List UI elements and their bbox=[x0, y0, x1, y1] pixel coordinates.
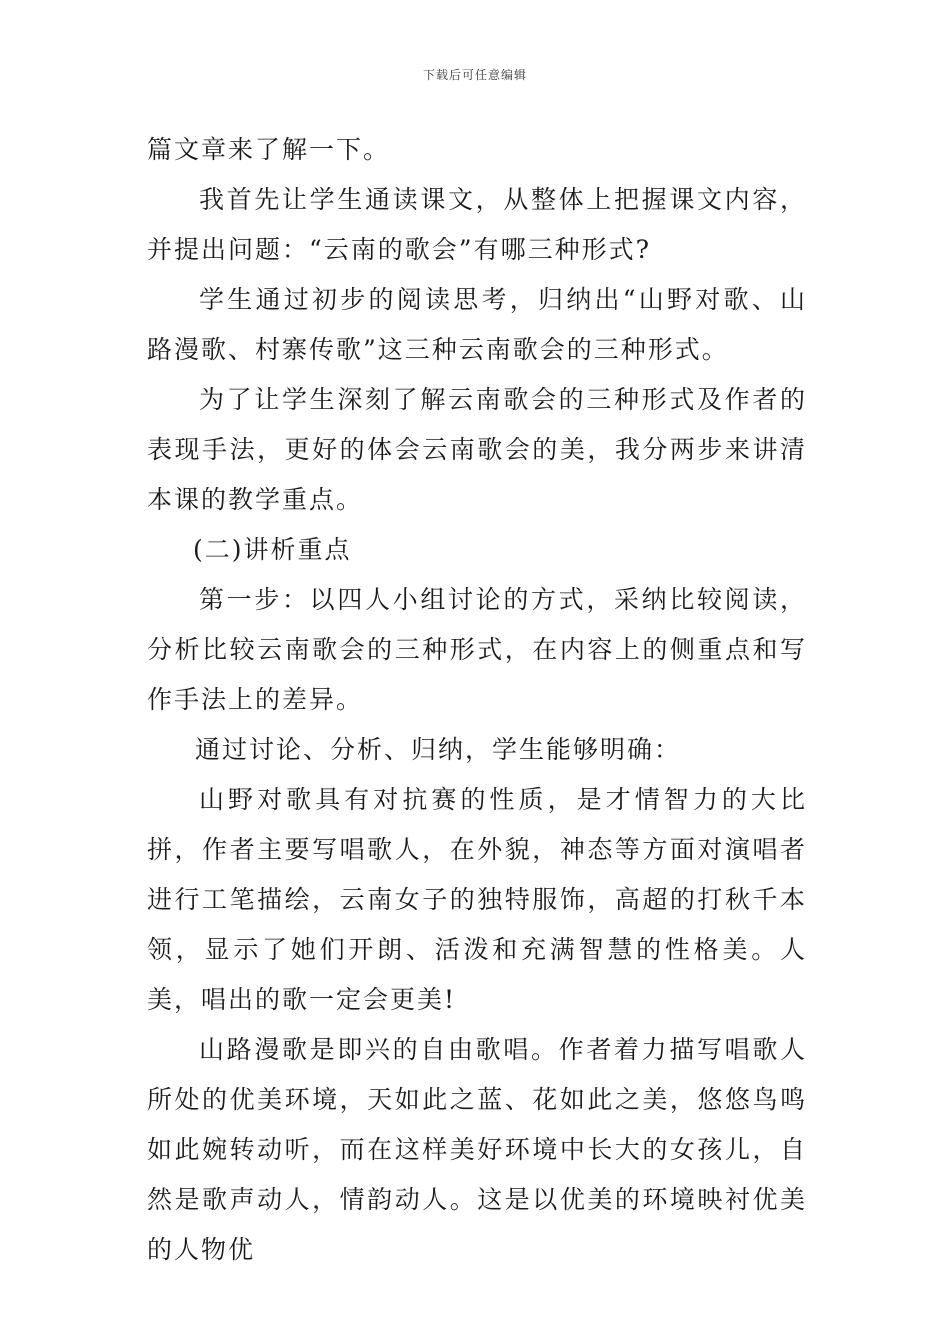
paragraph-road-songs: 山路漫歌是即兴的自由歌唱。作者着力描写唱歌人所处的优美环境，天如此之蓝、花如此之美，悠悠鸟鸣如此婉转动听，而在这样美好环境中长大的女孩儿，自然是歌声动人，情韵动人。这是以优美的环境映衬优美的人物优 bbox=[147, 1035, 807, 1264]
section-heading: (二)讲析重点 bbox=[193, 535, 352, 564]
paragraph-continuation: 篇文章来了解一下。 bbox=[147, 135, 391, 164]
paragraph-read-text: 我首先让学生通读课文，从整体上把握课文内容，并提出问题：“云南的歌会”有哪三种形式? bbox=[147, 185, 807, 264]
document-body bbox=[147, 125, 807, 1275]
page-header-note: 下载后可任意编辑 bbox=[422, 68, 527, 82]
paragraph-step-one: 第一步：以四人小组讨论的方式，采纳比较阅读，分析比较云南歌会的三种形式，在内容上的侧重点和写作手法上的差异。 bbox=[147, 585, 807, 714]
paragraph-mountain-songs: 山野对歌具有对抗赛的性质，是才情智力的大比拼，作者主要写唱歌人，在外貌，神态等方面对演唱者进行工笔描绘，云南女子的独特服饰，高超的打秋千本领，显示了她们开朗、活泼和充满智慧的性格美。人美，唱出的歌一定会更美! bbox=[147, 785, 807, 1014]
paragraph-three-forms: 学生通过初步的阅读思考，归纳出“山野对歌、山路漫歌、村寨传歌”这三种云南歌会的三种形式。 bbox=[147, 285, 807, 364]
paragraph-conclusion-intro: 通过讨论、分析、归纳，学生能够明确： bbox=[195, 735, 682, 764]
paragraph-two-steps: 为了让学生深刻了解云南歌会的三种形式及作者的表现手法，更好的体会云南歌会的美，我分两步来讲清本课的教学重点。 bbox=[147, 385, 807, 514]
